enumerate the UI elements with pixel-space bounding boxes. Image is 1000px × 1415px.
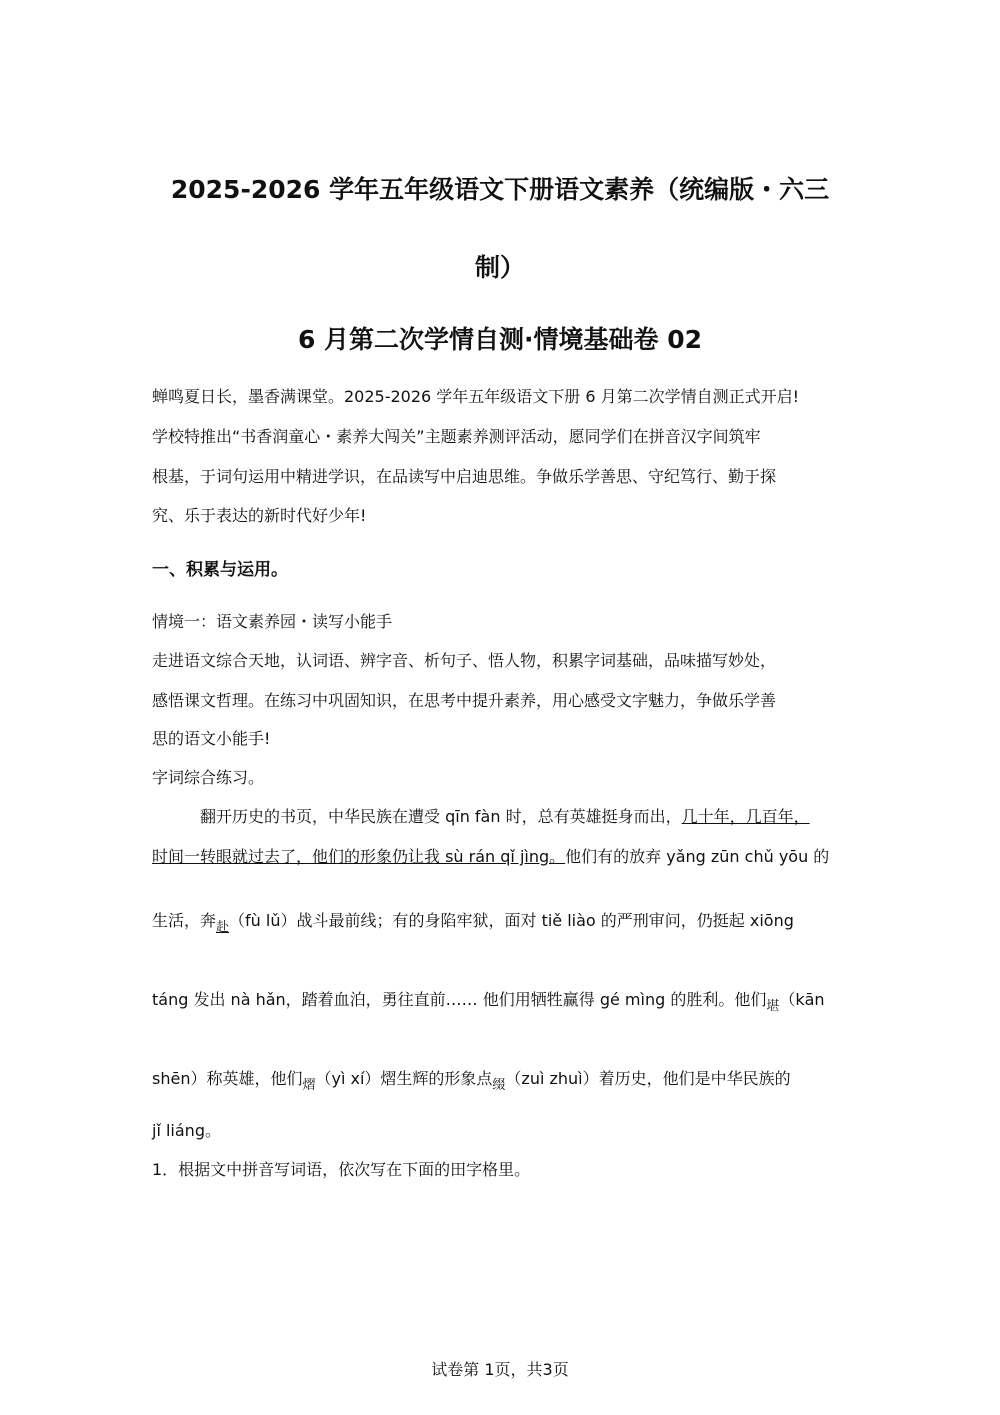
context-line: 思的语文小能手! bbox=[152, 729, 271, 748]
page-footer: 试卷第 1页，共3页 bbox=[431, 1360, 569, 1379]
marked-char: 堪 bbox=[766, 999, 780, 1014]
passage-text: 生活，奔 bbox=[152, 911, 217, 930]
marked-char: 赴 bbox=[216, 920, 230, 935]
intro-line: 蝉鸣夏日长，墨香满课堂。2025-2026 学年五年级语文下册 6 月第二次学情自测正式开启! bbox=[152, 387, 800, 406]
context-subtitle: 字词综合练习。 bbox=[152, 768, 265, 787]
context-line: 走进语文综合天地，认词语、辨字音、析句子、悟人物，积累字词基础，品味描写妙处， bbox=[152, 651, 777, 670]
underlined-text: 时间一转眼就过去了，他们的形象仍让我 sù rán qǐ jìng。 bbox=[152, 847, 566, 866]
intro-line: 根基，于词句运用中精进学识，在品读写中启迪思维。争做乐学善思、守纪笃行、勤于探 bbox=[152, 467, 777, 486]
passage-line-3 bbox=[152, 908, 794, 935]
question-1: 1．根据文中拼音写词语，依次写在下面的田字格里。 bbox=[152, 1160, 531, 1179]
passage-text: （yì xí）熠生辉的形象点 bbox=[315, 1069, 493, 1088]
title-line-2: 制） bbox=[474, 253, 525, 282]
marked-char: 缀 bbox=[492, 1078, 506, 1093]
passage-text: （kān bbox=[779, 990, 825, 1009]
passage-line-2 bbox=[152, 844, 829, 867]
passage-text: 翻开历史的书页，中华民族在遭受 qīn fàn 时，总有英雄挺身而出， bbox=[200, 807, 682, 826]
passage-text: 他们有的放弃 yǎng zūn chǔ yōu 的 bbox=[565, 847, 830, 866]
intro-line: 学校特推出“书香润童心・素养大闯关”主题素养测评活动，愿同学们在拼音汉字间筑牢 bbox=[152, 427, 761, 446]
context-title: 情境一：语文素养园・读写小能手 bbox=[152, 612, 393, 631]
section-heading: 一、积累与运用。 bbox=[152, 560, 288, 580]
passage-text: táng 发出 nà hǎn，踏着血泊，勇往直前…… 他们用牺牲赢得 gé mìng 的胜利。他们 bbox=[152, 990, 767, 1009]
marked-char: 熠 bbox=[302, 1078, 316, 1093]
title-line-1: 2025-2026 学年五年级语文下册语文素养（统编版・六三 bbox=[170, 175, 830, 204]
passage-line-6: jǐ liáng。 bbox=[152, 1121, 221, 1140]
passage-line-1 bbox=[200, 804, 810, 827]
passage-text: （zuì zhuì）着历史，他们是中华民族的 bbox=[505, 1069, 791, 1088]
passage-text: （fù lǔ）战斗最前线；有的身陷牢狱，面对 tiě liào 的严刑审问，仍挺起 xiōng bbox=[229, 911, 794, 930]
context-line: 感悟课文哲理。在练习中巩固知识，在思考中提升素养，用心感受文字魅力，争做乐学善 bbox=[152, 691, 777, 710]
title-line-3: 6 月第二次学情自测·情境基础卷 02 bbox=[297, 325, 703, 354]
passage-line-5 bbox=[152, 1066, 791, 1093]
passage-line-4 bbox=[152, 987, 825, 1014]
underlined-text: 几十年，几百年， bbox=[681, 807, 810, 826]
passage-text: shēn）称英雄，他们 bbox=[152, 1069, 303, 1088]
intro-line: 究、乐于表达的新时代好少年! bbox=[152, 506, 367, 525]
